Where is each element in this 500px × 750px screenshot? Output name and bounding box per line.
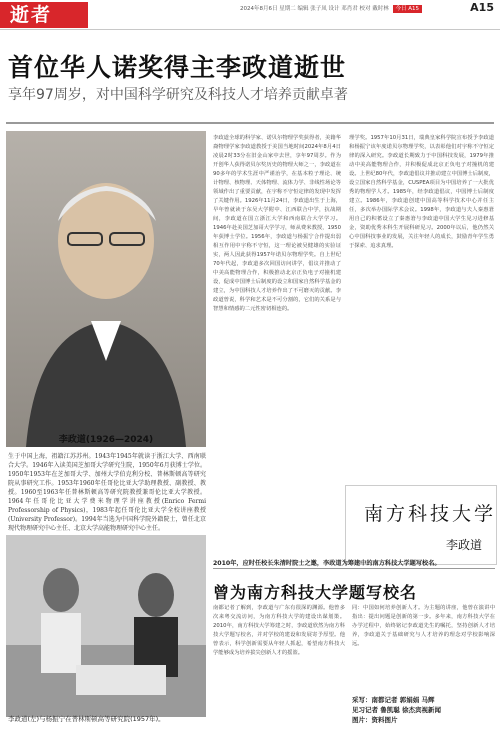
credit-line: 图片：资料图片 [352, 716, 398, 724]
section-tag: 逝者 [0, 2, 88, 28]
section-title: 曾为南方科技大学题写校名 [213, 583, 418, 602]
credit-line: 见习记者 鲁凯聪 徐杰宾视新闻 [352, 706, 442, 714]
page-number: A15 [470, 1, 494, 14]
historic-photo [6, 535, 206, 717]
calligraphy-text: 南方科技大学 [364, 503, 497, 525]
calligraphy-caption: 2010年，应时任校长朱清时院士之邀，李政道为筹建中的南方科技大学题写校名。 [213, 560, 441, 567]
historic-photo-caption: 李政道(左)与杨振宁在普林斯顿高等研究院(1957年)。 [8, 715, 165, 723]
article-column-3: 南都记者了解到，李政道与广东有很深的渊源。他曾多次来粤交流访问，为南方科技大学的建设出谋划策。2010年，南方科技大学筹建之时，李政道欣然为南方科技大学题写校名，并对学校的建设和发展寄予厚望。他曾表示，科学创新需要从年轻人抓起，希望南方科技大学能够成为培养拔尖创新人才的摇篮。 [213, 605, 345, 656]
header-divider [0, 29, 500, 30]
headline: 首位华人诺奖得主李政道逝世 [8, 53, 347, 82]
portrait-caption: 李政道(1926—2024) [58, 435, 154, 445]
article-column-1: 李政道全球的科学家、诺贝尔物理学奖获得者，美籍华裔物理学家李政道教授于美国当地时间2024年8月4日凌晨2时33分在旧金山家中去世，享年97周岁。作为开创华人获得诺贝尔奖历史的物理大师之一，李政道在90多年的学术生涯中严谨治学，在基本粒子理论、统计物理、核物理、天体物理、流体力学、非线性场论等领域作出了重要贡献，在宇称不守恒定律的发现中发挥了关键作用。1926年11月24日，李政道出生于上海，早年曾就读于东吴大学附中、江西联合中学，抗战期间，李政道在国立浙江大学和西南联合大学学习。1946年赴美国芝加哥大学学习，师从费米教授，1950年获博士学位。1956年，李政道与杨振宁合作提出弱相互作用中宇称不守恒，这一理论被吴健雄的实验证实，两人因此获得1957年诺贝尔物理学奖。自上世纪70年代起，李政道多次回国访问讲学，倡议并推动了中美高能物理合作，积极推动北京正负电子对撞机建设，促成中国博士后制度的设立和国家自然科学基金的建立，为中国科技人才培养作出了不可磨灭的贡献。李政道曾说，科学和艺术是不可分割的，它们的关系是与智慧和情感的二元性密切相连的。 [213, 135, 341, 312]
portrait-photo [6, 131, 206, 447]
credit-line: 采写：南都记者 郭娟娟 马辉 [352, 696, 435, 704]
subheadline: 享年97周岁，对中国科学研究及科技人才培养贡献卓著 [8, 87, 348, 103]
article-column-4: 同：中国如何培养创新人才。为主题的讲座，他曾在演讲中指出：提出问题是创新的第一步。多年来，南方科技大学在办学过程中，始终铭记李政道先生的嘱托，坚持创新人才培养，李政道关于基础研究与人才培养的理念对学校影响深远。 [352, 605, 495, 647]
page-meta-text: 2024年8月6日 星期二 编辑 张子凤 设计 邓肖君 校对 戴时林 [240, 6, 389, 12]
calligraphy-signature: 李政道 [446, 538, 483, 552]
page-meta [240, 4, 422, 12]
bio-text: 生于中国上海，祖籍江苏苏州。1943年1945年就读于浙江大学、西南联合大学。1946年入读美国芝加哥大学研究生院，1950年6月获博士学位。1950年1953年在芝加哥大学、加州大学伯克利分校、普林斯顿高等研究院从事研究工作。1953年1960年任哥伦比亚大学助理教授、副教授、教授。1960至1963年任普林斯顿高等研究院教授兼哥伦比亚大学教授。1964年任哥伦比亚大学费米物理学讲座教授(Enrico Fermi Professorship of Physics)，1983年起任哥伦比亚大学全校讲座教授(University Professor)。1994年当选为中国科学院外籍院士，曾任北京现代物理研究中心主任、北京大学高能物理研究中心主任。 [8, 453, 206, 532]
portrait-image [6, 131, 206, 447]
section-badge: 今日 A15 [393, 5, 423, 13]
credits [352, 695, 495, 725]
article-column-2: 理学奖。1957年10月31日，瑞典皇家科学院宣布授予李政道和杨振宁该年度诺贝尔物理学奖，以表彰他们对宇称不守恒定律的深入研究。李政道长期致力于中国科技发展，1979年推动中美高能物理合作，并积极促成北京正负电子对撞机的建设。上世纪80年代，李政道倡议并推动建立中国博士后制度，设立国家自然科学基金，CUSPEA项目为中国培养了一大批优秀的物理学人才。1985年，经李政道倡议，中国博士后制度建立。1986年，李政道创建中国高等科学技术中心并任主任，多次举办国际学术会议。1998年，李政道与夫人秦惠䇹用自己的积蓄设立了秦惠䇹与李政道中国大学生见习进修基金，资助优秀本科生开展科研见习。2000年以后，他仍然关心中国科技事业的发展，关注年轻人的成长，鼓励青年学生勇于探索、追求真理。 [349, 135, 494, 249]
calligraphy-image [345, 485, 497, 565]
headline-divider [6, 122, 494, 124]
historic-image [6, 535, 206, 717]
section-divider [213, 568, 495, 569]
